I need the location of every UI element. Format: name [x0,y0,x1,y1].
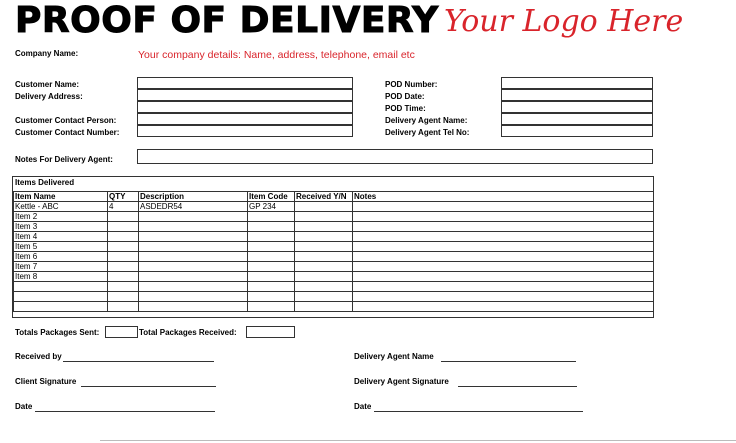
item-name-cell[interactable] [14,302,108,312]
company-details: Your company details: Name, address, telephone, email etc [138,49,415,61]
qty-cell[interactable] [108,232,139,242]
notes-cell[interactable] [353,202,654,212]
description-cell[interactable] [139,242,248,252]
item-code-cell[interactable] [248,252,295,262]
qty-cell[interactable] [108,272,139,282]
received-by-line[interactable] [63,352,214,362]
qty-cell[interactable] [108,262,139,272]
date-left-line[interactable] [35,402,215,412]
item-code-cell[interactable] [248,242,295,252]
item-name-cell[interactable]: Item 3 [14,222,108,232]
item-code-cell[interactable]: GP 234 [248,202,295,212]
delivery-address-label: Delivery Address: [15,92,83,101]
col-item-code: Item Code [248,192,295,202]
packages-sent-field[interactable] [105,326,138,338]
item-code-cell[interactable] [248,262,295,272]
qty-cell[interactable]: 4 [108,202,139,212]
notes-cell[interactable] [353,302,654,312]
col-notes: Notes [353,192,654,202]
table-row [14,282,654,292]
item-name-cell[interactable] [14,292,108,302]
qty-cell[interactable] [108,252,139,262]
received-by-label: Received by [15,352,62,361]
agent-tel-label: Delivery Agent Tel No: [385,128,470,137]
packages-received-label: Total Packages Received: [139,328,237,337]
contact-person-label: Customer Contact Person: [15,116,117,125]
item-name-cell[interactable]: Item 2 [14,212,108,222]
notes-cell[interactable] [353,252,654,262]
received-cell[interactable] [295,212,353,222]
description-cell[interactable] [139,262,248,272]
notes-cell[interactable] [353,222,654,232]
contact-number-field[interactable] [137,125,353,137]
table-row [14,292,654,302]
table-row [14,272,654,282]
col-received: Received Y/N [295,192,353,202]
items-delivered-section [12,176,654,318]
document-title: PROOF OF DELIVERY [15,0,439,41]
description-cell[interactable] [139,272,248,282]
notes-cell[interactable] [353,272,654,282]
item-code-cell[interactable] [248,212,295,222]
date-left-label: Date [15,402,33,411]
table-row [14,242,654,252]
pod-number-field[interactable] [501,77,653,89]
item-code-cell[interactable] [248,272,295,282]
notes-label: Notes For Delivery Agent: [15,155,113,164]
item-code-cell[interactable] [248,302,295,312]
item-name-cell[interactable]: Item 7 [14,262,108,272]
pod-date-label: POD Date: [385,92,425,101]
received-cell[interactable] [295,282,353,292]
qty-cell[interactable] [108,242,139,252]
description-cell[interactable] [139,232,248,242]
packages-received-field[interactable] [246,326,295,338]
customer-name-label: Customer Name: [15,80,80,89]
received-cell[interactable] [295,202,353,212]
item-name-cell[interactable]: Item 6 [14,252,108,262]
date-right-label: Date [354,402,372,411]
item-code-cell[interactable] [248,292,295,302]
received-cell[interactable] [295,252,353,262]
notes-cell[interactable] [353,242,654,252]
item-name-cell[interactable]: Item 8 [14,272,108,282]
table-row [14,262,654,272]
item-name-cell[interactable]: Item 5 [14,242,108,252]
packages-sent-label: Totals Packages Sent: [15,328,100,337]
pod-date-field[interactable] [501,89,653,101]
agent-name-sig-line[interactable] [441,352,576,362]
description-cell[interactable] [139,212,248,222]
company-name-label: Company Name: [15,49,79,58]
date-right-line[interactable] [374,402,583,412]
contact-number-label: Customer Contact Number: [15,128,120,137]
qty-cell[interactable] [108,302,139,312]
notes-cell[interactable] [353,212,654,222]
pod-time-label: POD Time: [385,104,426,113]
received-cell[interactable] [295,232,353,242]
table-row [14,302,654,312]
client-signature-line[interactable] [81,377,216,387]
agent-signature-line[interactable] [458,377,577,387]
table-row [14,252,654,262]
table-row [14,232,654,242]
item-code-cell[interactable] [248,222,295,232]
item-code-cell[interactable] [248,232,295,242]
contact-person-field[interactable] [137,113,353,125]
agent-tel-field[interactable] [501,125,653,137]
agent-name-sig-label: Delivery Agent Name [354,352,434,361]
items-header-row [14,192,654,202]
col-qty: QTY [108,192,139,202]
item-name-cell[interactable]: Kettle - ABC [14,202,108,212]
received-cell[interactable] [295,222,353,232]
table-row [14,212,654,222]
items-table [13,191,654,312]
item-name-cell[interactable]: Item 4 [14,232,108,242]
pod-number-label: POD Number: [385,80,438,89]
agent-name-label: Delivery Agent Name: [385,116,468,125]
notes-cell[interactable] [353,292,654,302]
col-item-name: Item Name [14,192,108,202]
item-code-cell[interactable] [248,282,295,292]
received-cell[interactable] [295,242,353,252]
agent-signature-label: Delivery Agent Signature [354,377,449,386]
qty-cell[interactable] [108,292,139,302]
received-cell[interactable] [295,262,353,272]
description-cell[interactable] [139,252,248,262]
qty-cell[interactable] [108,222,139,232]
description-cell[interactable] [139,222,248,232]
notes-cell[interactable] [353,282,654,292]
pod-time-field[interactable] [501,101,653,113]
table-row [14,202,654,212]
description-cell[interactable] [139,302,248,312]
notes-field[interactable] [137,149,653,164]
notes-cell[interactable] [353,262,654,272]
received-cell[interactable] [295,272,353,282]
agent-name-field[interactable] [501,113,653,125]
item-name-cell[interactable] [14,282,108,292]
notes-cell[interactable] [353,232,654,242]
customer-name-field[interactable] [137,77,353,89]
col-description: Description [139,192,248,202]
qty-cell[interactable] [108,212,139,222]
received-cell[interactable] [295,302,353,312]
table-row [14,222,654,232]
logo-placeholder: Your Logo Here [444,4,684,39]
items-heading: Items Delivered [15,178,75,187]
delivery-address-field-2[interactable] [137,101,353,113]
description-cell[interactable]: ASDEDR54 [139,202,248,212]
delivery-address-field-1[interactable] [137,89,353,101]
description-cell[interactable] [139,292,248,302]
description-cell[interactable] [139,282,248,292]
client-signature-label: Client Signature [15,377,77,386]
received-cell[interactable] [295,292,353,302]
qty-cell[interactable] [108,282,139,292]
page-edge-divider [100,440,736,441]
